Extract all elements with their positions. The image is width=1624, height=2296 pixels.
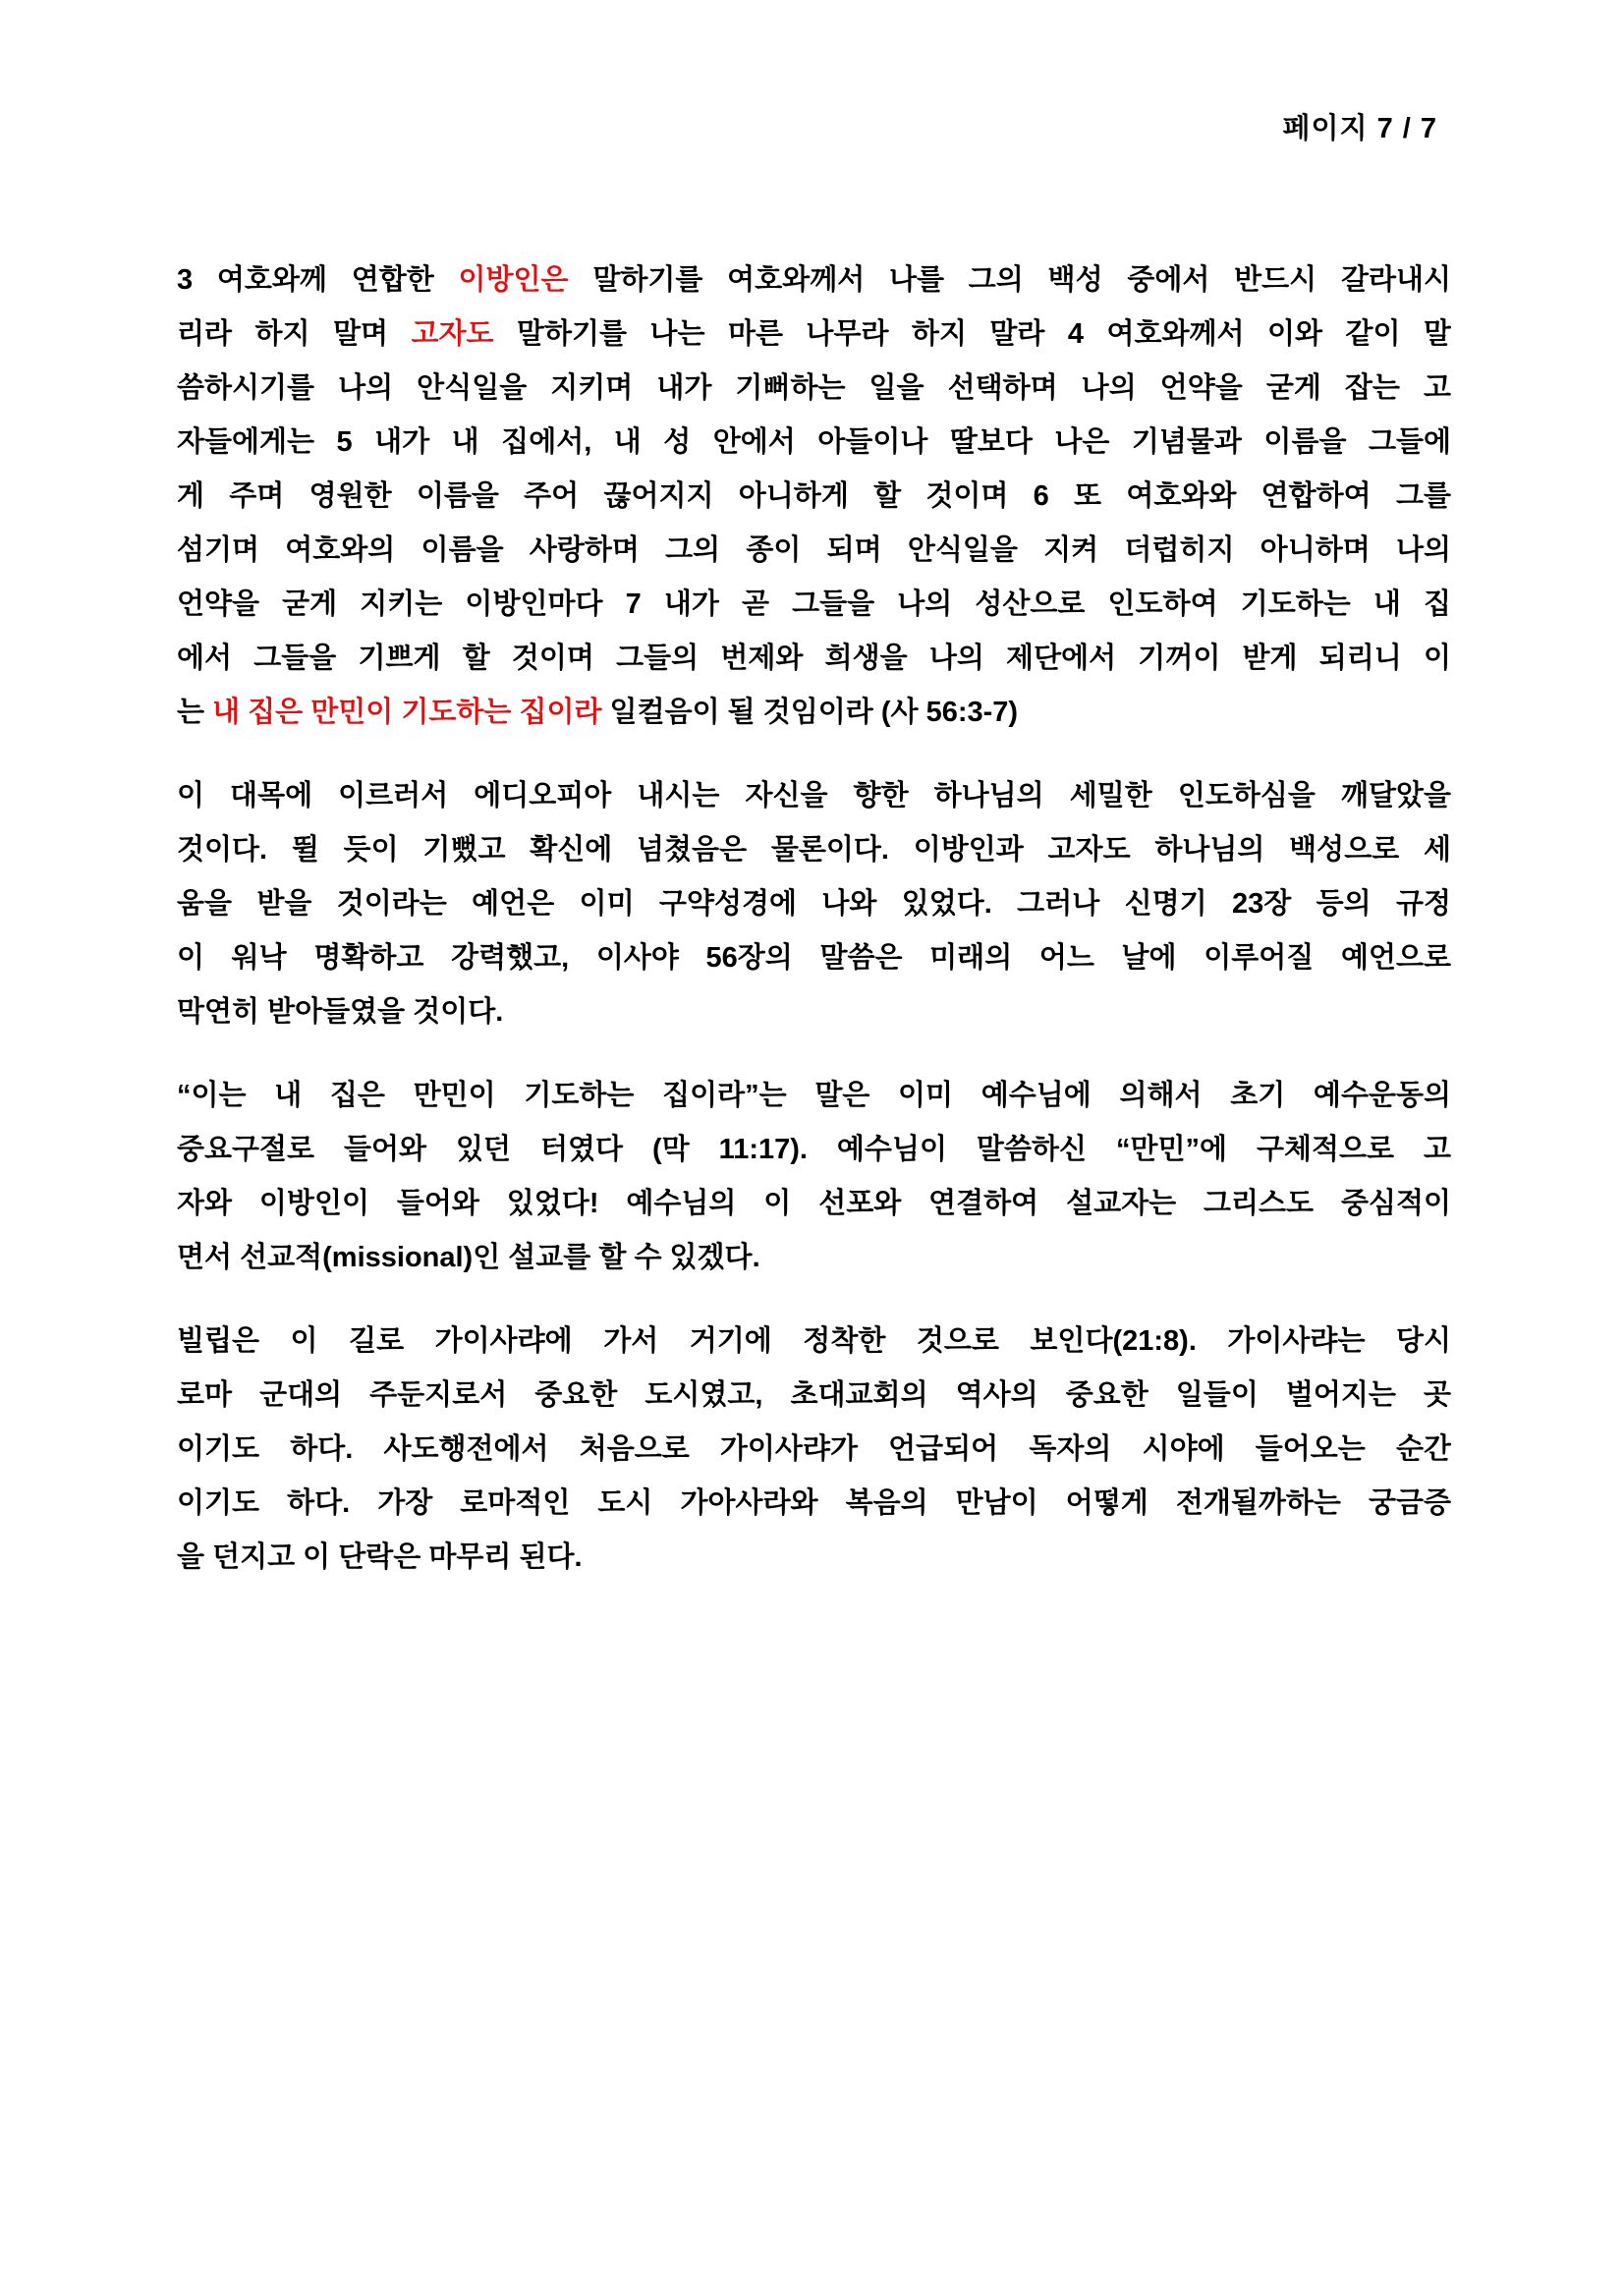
text-line	[177, 416, 1451, 470]
document-body	[177, 253, 1451, 1614]
text-segment: 리라 하지 말며	[177, 318, 412, 350]
text-segment: 언약을 굳게 지키는 이방인마다 7 내가 곧 그들을 나의 성산으로 인도하여 기도하는 내 집	[177, 588, 1451, 620]
text-line	[177, 308, 1451, 362]
text-segment: 에서 그들을 기쁘게 할 것이며 그들의 번제와 희생을 나의 제단에서 기꺼이 받게 되리니 이	[177, 643, 1451, 674]
text-segment: 게 주며 영원한 이름을 주어 끊어지지 아니하게 할 것이며 6 또 여호와와 연합하여 그를	[177, 480, 1451, 512]
text-line	[177, 524, 1451, 578]
text-segment: 이기도 하다. 가장 로마적인 도시 가아사라와 복음의 만남이 어떻게 전개될까하는 궁금증	[177, 1487, 1451, 1519]
text-line	[177, 823, 1451, 877]
text-segment: 면서 선교적(missional)인 설교를 할 수 있겠다.	[177, 1242, 760, 1273]
text-line	[177, 362, 1451, 416]
text-segment: 로마 군대의 주둔지로서 중요한 도시였고, 초대교회의 역사의 중요한 일들이 벌어지는 곳	[177, 1379, 1451, 1411]
text-line	[177, 1177, 1451, 1231]
text-line	[177, 470, 1451, 524]
text-line	[177, 1315, 1451, 1369]
text-line	[177, 1069, 1451, 1123]
text-line	[177, 1123, 1451, 1177]
text-line	[177, 1231, 1451, 1285]
text-segment: 자들에게는 5 내가 내 집에서, 내 성 안에서 아들이나 딸보다 나은 기념물과 이름을 그들에	[177, 426, 1451, 458]
text-line	[177, 686, 1451, 740]
text-line	[177, 632, 1451, 686]
paragraph	[177, 1069, 1451, 1285]
text-segment: 말하기를 나는 마른 나무라 하지 말라 4 여호와께서 이와 같이 말	[493, 318, 1451, 350]
text-segment: 이 워낙 명확하고 강력했고, 이사야 56장의 말씀은 미래의 어느 날에 이루어질 예언으로	[177, 942, 1451, 974]
text-segment: 3 여호와께 연합한	[177, 264, 459, 296]
highlight-red-text: 이방인은	[458, 264, 569, 296]
paragraph	[177, 1315, 1451, 1585]
text-line	[177, 253, 1451, 308]
highlight-red-text: 내 집은 만민이 기도하는 집이라	[212, 697, 602, 728]
text-segment: 말하기를 여호와께서 나를 그의 백성 중에서 반드시 갈라내시	[568, 264, 1451, 296]
text-segment: “이는 내 집은 만민이 기도하는 집이라”는 말은 이미 예수님에 의해서 초기 예수운동의	[177, 1080, 1451, 1111]
text-segment: 일컬음이 될 것임이라 (사 56:3-7)	[601, 697, 1019, 728]
text-segment: 씀하시기를 나의 안식일을 지키며 내가 기뻐하는 일을 선택하며 나의 언약을 굳게 잡는 고	[177, 372, 1451, 404]
text-line	[177, 1423, 1451, 1477]
text-segment: 을 던지고 이 단락은 마무리 된다.	[177, 1541, 583, 1573]
text-segment: 것이다. 뛸 듯이 기뻤고 확신에 넘쳤음은 물론이다. 이방인과 고자도 하나님의 백성으로 세	[177, 834, 1451, 866]
text-line	[177, 769, 1451, 823]
text-line	[177, 578, 1451, 632]
paragraph	[177, 769, 1451, 1039]
highlight-red-text: 고자도	[411, 318, 494, 350]
text-line	[177, 985, 1451, 1039]
text-segment: 자와 이방인이 들어와 있었다! 예수님의 이 선포와 연결하여 설교자는 그리스도 중심적이	[177, 1188, 1451, 1219]
text-segment: 이기도 하다. 사도행전에서 처음으로 가이사랴가 언급되어 독자의 시야에 들어오는 순간	[177, 1433, 1451, 1465]
text-line	[177, 1477, 1451, 1531]
text-line	[177, 1369, 1451, 1423]
text-segment: 는	[177, 697, 213, 728]
text-segment: 중요구절로 들어와 있던 터였다 (막 11:17). 예수님이 말씀하신 “만민”에 구체적으로 고	[177, 1134, 1451, 1165]
paragraph	[177, 253, 1451, 740]
text-segment: 빌립은 이 길로 가이사랴에 가서 거기에 정착한 것으로 보인다(21:8). 가이사랴는 당시	[177, 1325, 1451, 1357]
text-line	[177, 931, 1451, 985]
text-line	[177, 877, 1451, 931]
page-number: 페이지 7 / 7	[1282, 113, 1437, 144]
text-line	[177, 1531, 1451, 1585]
text-segment: 섬기며 여호와의 이름을 사랑하며 그의 종이 되며 안식일을 지켜 더럽히지 아니하며 나의	[177, 534, 1451, 566]
text-segment: 막연히 받아들였을 것이다.	[177, 996, 504, 1028]
text-segment: 움을 받을 것이라는 예언은 이미 구약성경에 나와 있었다. 그러나 신명기 23장 등의 규정	[177, 888, 1451, 920]
text-segment: 이 대목에 이르러서 에디오피아 내시는 자신을 향한 하나님의 세밀한 인도하심을 깨달았을	[177, 780, 1451, 812]
